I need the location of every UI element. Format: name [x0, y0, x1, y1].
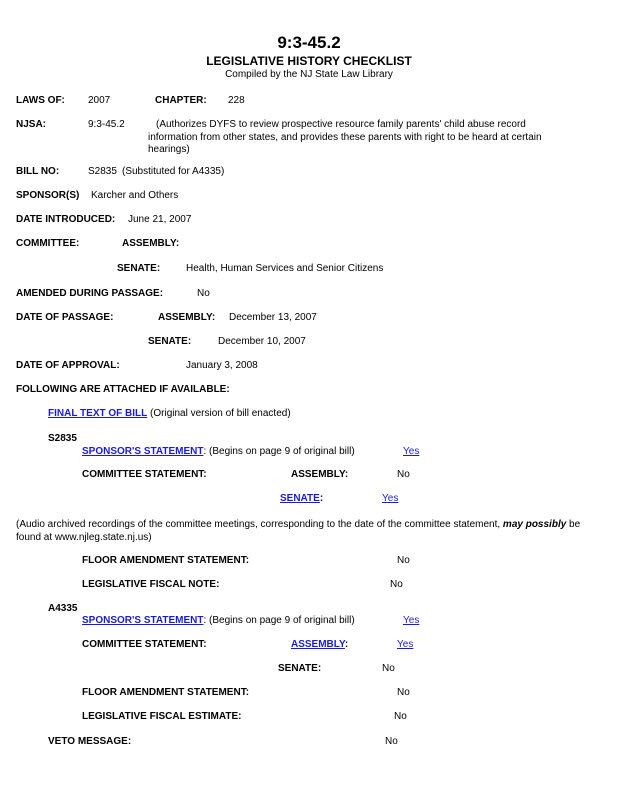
s2835-floor-value: No: [397, 555, 410, 566]
date-introduced-label: DATE INTRODUCED:: [16, 214, 116, 225]
passage-senate-label: SENATE:: [148, 336, 192, 347]
bill-no-note: (Substituted for A4335): [122, 166, 225, 177]
veto-label: VETO MESSAGE:: [48, 736, 132, 747]
bill-no-value: S2835: [88, 166, 117, 177]
s2835-committee-label: COMMITTEE STATEMENT:: [82, 469, 207, 480]
a4335-committee-label: COMMITTEE STATEMENT:: [82, 639, 207, 650]
s2835-sponsor-statement-link[interactable]: SPONSOR'S STATEMENT: [82, 446, 204, 457]
a4335-fiscal-label: LEGISLATIVE FISCAL ESTIMATE:: [82, 711, 242, 722]
a4335-fiscal-value: No: [394, 711, 407, 722]
a4335-committee-senate-label: SENATE:: [278, 663, 322, 674]
page-title: 9:3-45.2: [277, 33, 341, 52]
njsa-value: 9:3-45.2: [88, 119, 125, 130]
a4335-committee-senate-value: No: [382, 663, 395, 674]
s2835-committee-senate-link[interactable]: SENATE: [280, 493, 320, 504]
committee-assembly-label: ASSEMBLY:: [122, 238, 180, 249]
final-text-note: (Original version of bill enacted): [147, 408, 291, 419]
s2835-committee-senate-row: [280, 493, 323, 504]
a4335-heading: A4335: [48, 603, 78, 614]
audio-note-emph: may possibly: [502, 519, 567, 530]
committee-label: COMMITTEE:: [16, 238, 80, 249]
final-text-row: [48, 408, 291, 419]
passage-assembly-value: December 13, 2007: [229, 312, 317, 323]
a4335-sponsor-statement-link[interactable]: SPONSOR'S STATEMENT: [82, 615, 204, 626]
audio-note-before: (Audio archived recordings of the committee meetings, corresponding to the date of the committee statement,: [16, 519, 503, 530]
approval-label: DATE OF APPROVAL:: [16, 360, 120, 371]
laws-of-value: 2007: [88, 95, 111, 106]
s2835-heading: S2835: [48, 433, 77, 444]
amended-value: No: [197, 288, 210, 299]
date-introduced-value: June 21, 2007: [128, 214, 192, 225]
s2835-sponsor-note: : (Begins on page 9 of original bill): [203, 446, 355, 457]
final-text-link[interactable]: FINAL TEXT OF BILL: [48, 408, 148, 419]
passage-label: DATE OF PASSAGE:: [16, 312, 114, 323]
attached-heading: FOLLOWING ARE ATTACHED IF AVAILABLE:: [16, 384, 230, 395]
s2835-sponsor-row: [82, 446, 355, 457]
s2835-senate-yes-link[interactable]: Yes: [382, 493, 399, 504]
a4335-assembly-yes-link[interactable]: Yes: [397, 639, 414, 650]
a4335-committee-assembly-row: [291, 639, 348, 650]
a4335-floor-value: No: [397, 687, 410, 698]
s2835-sponsor-yes-link[interactable]: Yes: [403, 446, 420, 457]
chapter-label: CHAPTER:: [155, 95, 207, 106]
committee-senate-value: Health, Human Services and Senior Citizens: [186, 263, 384, 274]
a4335-committee-assembly-link[interactable]: ASSEMBLY: [291, 639, 345, 650]
s2835-fiscal-label: LEGISLATIVE FISCAL NOTE:: [82, 579, 220, 590]
sponsors-label: SPONSOR(S): [16, 190, 80, 201]
njsa-label: NJSA:: [16, 119, 47, 130]
veto-value: No: [385, 736, 398, 747]
approval-value: January 3, 2008: [186, 360, 258, 371]
passage-senate-value: December 10, 2007: [218, 336, 306, 347]
audio-note-after: be found at www.njleg.state.nj.us): [16, 519, 581, 543]
a4335-sponsor-yes-link[interactable]: Yes: [403, 615, 420, 626]
bill-no-label: BILL NO:: [16, 166, 60, 177]
a4335-assembly-colon: :: [344, 639, 349, 650]
a4335-sponsor-row: [82, 615, 355, 626]
s2835-committee-assembly-label: ASSEMBLY:: [291, 469, 349, 480]
s2835-floor-label: FLOOR AMENDMENT STATEMENT:: [82, 555, 250, 566]
s2835-committee-assembly-value: No: [397, 469, 410, 480]
s2835-senate-colon: :: [319, 493, 324, 504]
amended-label: AMENDED DURING PASSAGE:: [16, 288, 164, 299]
compiled-by: Compiled by the NJ State Law Library: [225, 69, 393, 80]
sponsors-value: Karcher and Others: [91, 190, 179, 201]
passage-assembly-label: ASSEMBLY:: [158, 312, 216, 323]
a4335-sponsor-note: : (Begins on page 9 of original bill): [203, 615, 355, 626]
s2835-fiscal-value: No: [390, 579, 403, 590]
laws-of-label: LAWS OF:: [16, 95, 65, 106]
njsa-description: (Authorizes DYFS to review prospective resource family parents' child abuse record information from other states, and provides these parents with right to be heard at certain hearings): [148, 119, 542, 155]
audio-note: [16, 519, 606, 544]
chapter-value: 228: [228, 95, 245, 106]
a4335-floor-label: FLOOR AMENDMENT STATEMENT:: [82, 687, 250, 698]
page-subtitle: LEGISLATIVE HISTORY CHECKLIST: [206, 54, 412, 68]
committee-senate-label: SENATE:: [117, 263, 161, 274]
